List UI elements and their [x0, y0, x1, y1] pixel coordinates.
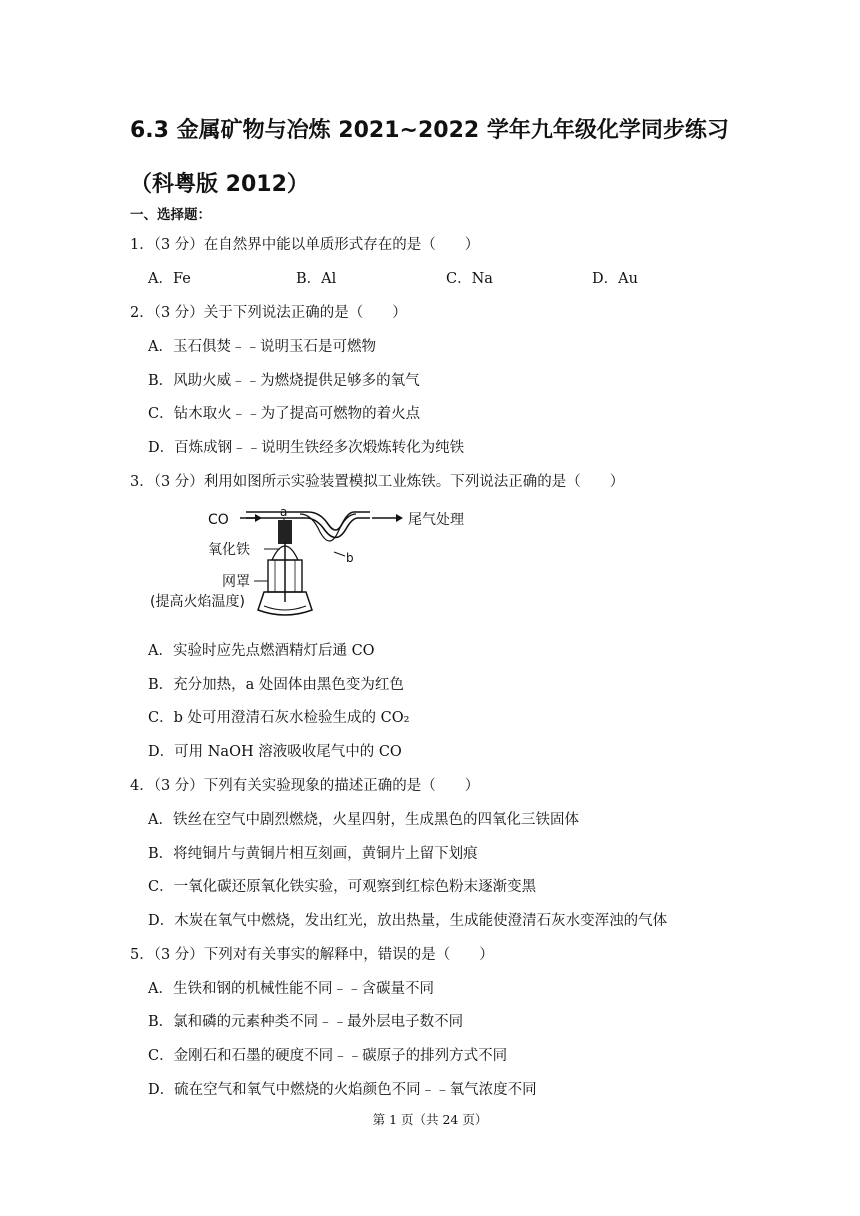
question-3-option-c: C．b 处可用澄清石灰水检验生成的 CO₂ [148, 710, 410, 726]
raise-temperature-label: (提高火焰温度) [150, 594, 245, 610]
apparatus-diagram [150, 502, 480, 626]
question-2-option-c: C．钻木取火﹣﹣为了提高可燃物的着火点 [148, 406, 421, 422]
page-footer: 第 1 页（共 24 页） [372, 1112, 488, 1127]
question-2-stem: 2．（3 分）关于下列说法正确的是（ ） [130, 305, 407, 321]
label-a: a [280, 505, 288, 519]
question-1-options [148, 269, 748, 289]
document-title: 6.3 金属矿物与冶炼 2021~2022 学年九年级化学同步练习（科粤版 2012） [130, 118, 729, 197]
question-1-option-d: D．Au [592, 271, 638, 287]
label-b: b [346, 551, 354, 565]
question-2-option-b: B．风助火威﹣﹣为燃烧提供足够多的氧气 [148, 373, 420, 389]
question-1-option-a: A．Fe [148, 271, 191, 287]
question-5-option-b: B．氯和磷的元素种类不同﹣﹣最外层电子数不同 [148, 1014, 464, 1030]
question-4-option-a: A．铁丝在空气中剧烈燃烧，火星四射，生成黑色的四氧化三铁固体 [148, 812, 579, 828]
question-1-option-b: B．Al [296, 271, 337, 287]
question-3-stem: 3．（3 分）利用如图所示实验装置模拟工业炼铁。下列说法正确的是（ ） [130, 474, 625, 490]
question-2-option-a: A．玉石俱焚﹣﹣说明玉石是可燃物 [148, 339, 376, 355]
question-2-option-d: D．百炼成钢﹣﹣说明生铁经多次煅炼转化为纯铁 [148, 440, 465, 456]
section-heading: 一、选择题： [130, 207, 211, 223]
question-4-option-b: B．将纯铜片与黄铜片相互刻画，黄铜片上留下划痕 [148, 846, 478, 862]
iron-oxide-label: 氧化铁 [208, 542, 250, 558]
question-3-option-a: A．实验时应先点燃酒精灯后通 CO [148, 643, 375, 659]
tail-gas-label: 尾气处理 [408, 512, 464, 528]
question-1-option-c: C．Na [446, 271, 493, 287]
question-1-stem: 1．（3 分）在自然界中能以单质形式存在的是（ ） [130, 237, 480, 253]
mesh-label: 网罩 [222, 574, 250, 590]
question-3-option-b: B．充分加热，a 处固体由黑色变为红色 [148, 677, 404, 693]
question-3-option-d: D．可用 NaOH 溶液吸收尾气中的 CO [148, 744, 402, 760]
question-5-option-c: C．金刚石和石墨的硬度不同﹣﹣碳原子的排列方式不同 [148, 1048, 508, 1064]
question-5-option-a: A．生铁和钢的机械性能不同﹣﹣含碳量不同 [148, 981, 434, 997]
question-4-stem: 4．（3 分）下列有关实验现象的描述正确的是（ ） [130, 778, 480, 794]
question-4-option-d: D．木炭在氧气中燃烧，发出红光，放出热量，生成能使澄清石灰水变浑浊的气体 [148, 913, 668, 929]
question-4-option-c: C．一氧化碳还原氧化铁实验，可观察到红棕色粉末逐渐变黑 [148, 879, 537, 895]
co-label: CO [208, 512, 229, 528]
question-5-option-d: D．硫在空气和氧气中燃烧的火焰颜色不同﹣﹣氧气浓度不同 [148, 1082, 537, 1098]
question-5-stem: 5．（3 分）下列对有关事实的解释中，错误的是（ ） [130, 947, 494, 963]
iron-smelting-apparatus-figure [150, 502, 480, 626]
